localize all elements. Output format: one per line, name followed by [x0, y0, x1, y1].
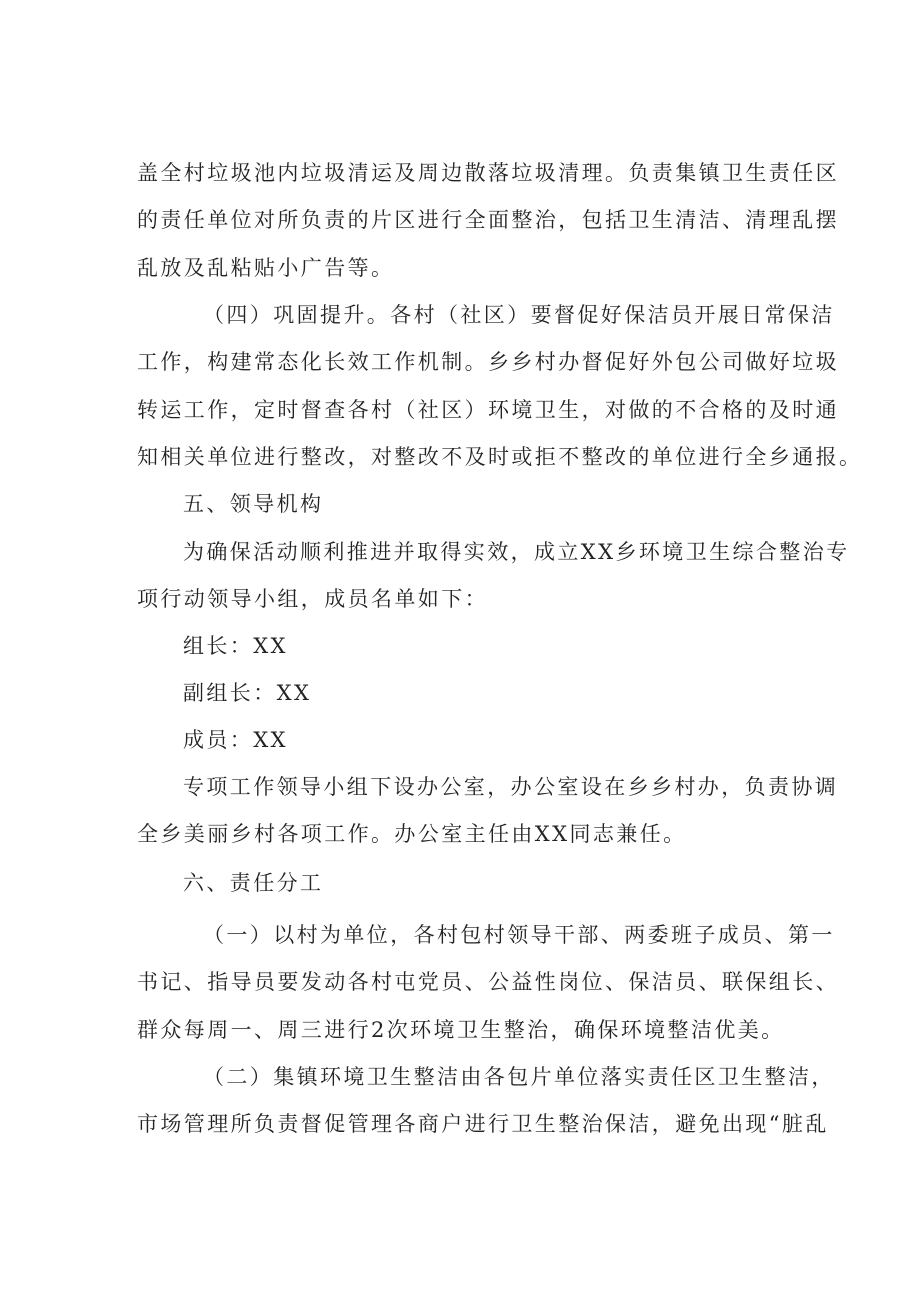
- paragraph-line: （二）集镇环境卫生整洁由各包片单位落实责任区卫生整洁，: [203, 1065, 835, 1089]
- paragraph-line: 专项工作领导小组下设办公室，办公室设在乡乡村办，负责协调: [183, 775, 839, 799]
- paragraph-line: 书记、指导员要发动各村屯党员、公益性岗位、保洁员、联保组长、: [137, 970, 839, 994]
- member-line: 成员：XX: [183, 728, 288, 752]
- paragraph-line: 乱放及乱粘贴小广告等。: [137, 256, 395, 280]
- member-line: 组长：XX: [183, 634, 288, 658]
- paragraph-line: 群众每周一、周三进行2次环境卫生整治，确保环境整洁优美。: [137, 1018, 785, 1042]
- paragraph-line: 知相关单位进行整改，对整改不及时或拒不整改的单位进行全乡通报。: [137, 445, 863, 469]
- paragraph-line: （四）巩固提升。各村（社区）要督促好保洁员开展日常保洁: [203, 303, 835, 327]
- paragraph-line: （一）以村为单位，各村包村领导干部、两委班子成员、第一: [203, 923, 835, 947]
- paragraph-line: 项行动领导小组，成员名单如下：: [137, 587, 488, 611]
- paragraph-line: 转运工作，定时督查各村（社区）环境卫生，对做的不合格的及时通: [137, 398, 839, 422]
- section-heading: 六、责任分工: [183, 871, 324, 895]
- paragraph-line: 盖全村垃圾池内垃圾清运及周边散落垃圾清理。负责集镇卫生责任区: [137, 161, 839, 185]
- paragraph-line: 的责任单位对所负责的片区进行全面整治，包括卫生清洁、清理乱摆: [137, 208, 839, 232]
- paragraph-line: 市场管理所负责督促管理各商户进行卫生整治保洁，避免出现“脏乱: [137, 1112, 829, 1136]
- paragraph-line: 为确保活动顺利推进并取得实效，成立XX乡环境卫生综合整治专: [183, 540, 850, 564]
- section-heading: 五、领导机构: [183, 492, 324, 516]
- paragraph-line: 全乡美丽乡村各项工作。办公室主任由XX同志兼任。: [137, 822, 687, 846]
- paragraph-line: 工作，构建常态化长效工作机制。乡乡村办督促好外包公司做好垃圾: [137, 350, 839, 374]
- member-line: 副组长：XX: [183, 681, 312, 705]
